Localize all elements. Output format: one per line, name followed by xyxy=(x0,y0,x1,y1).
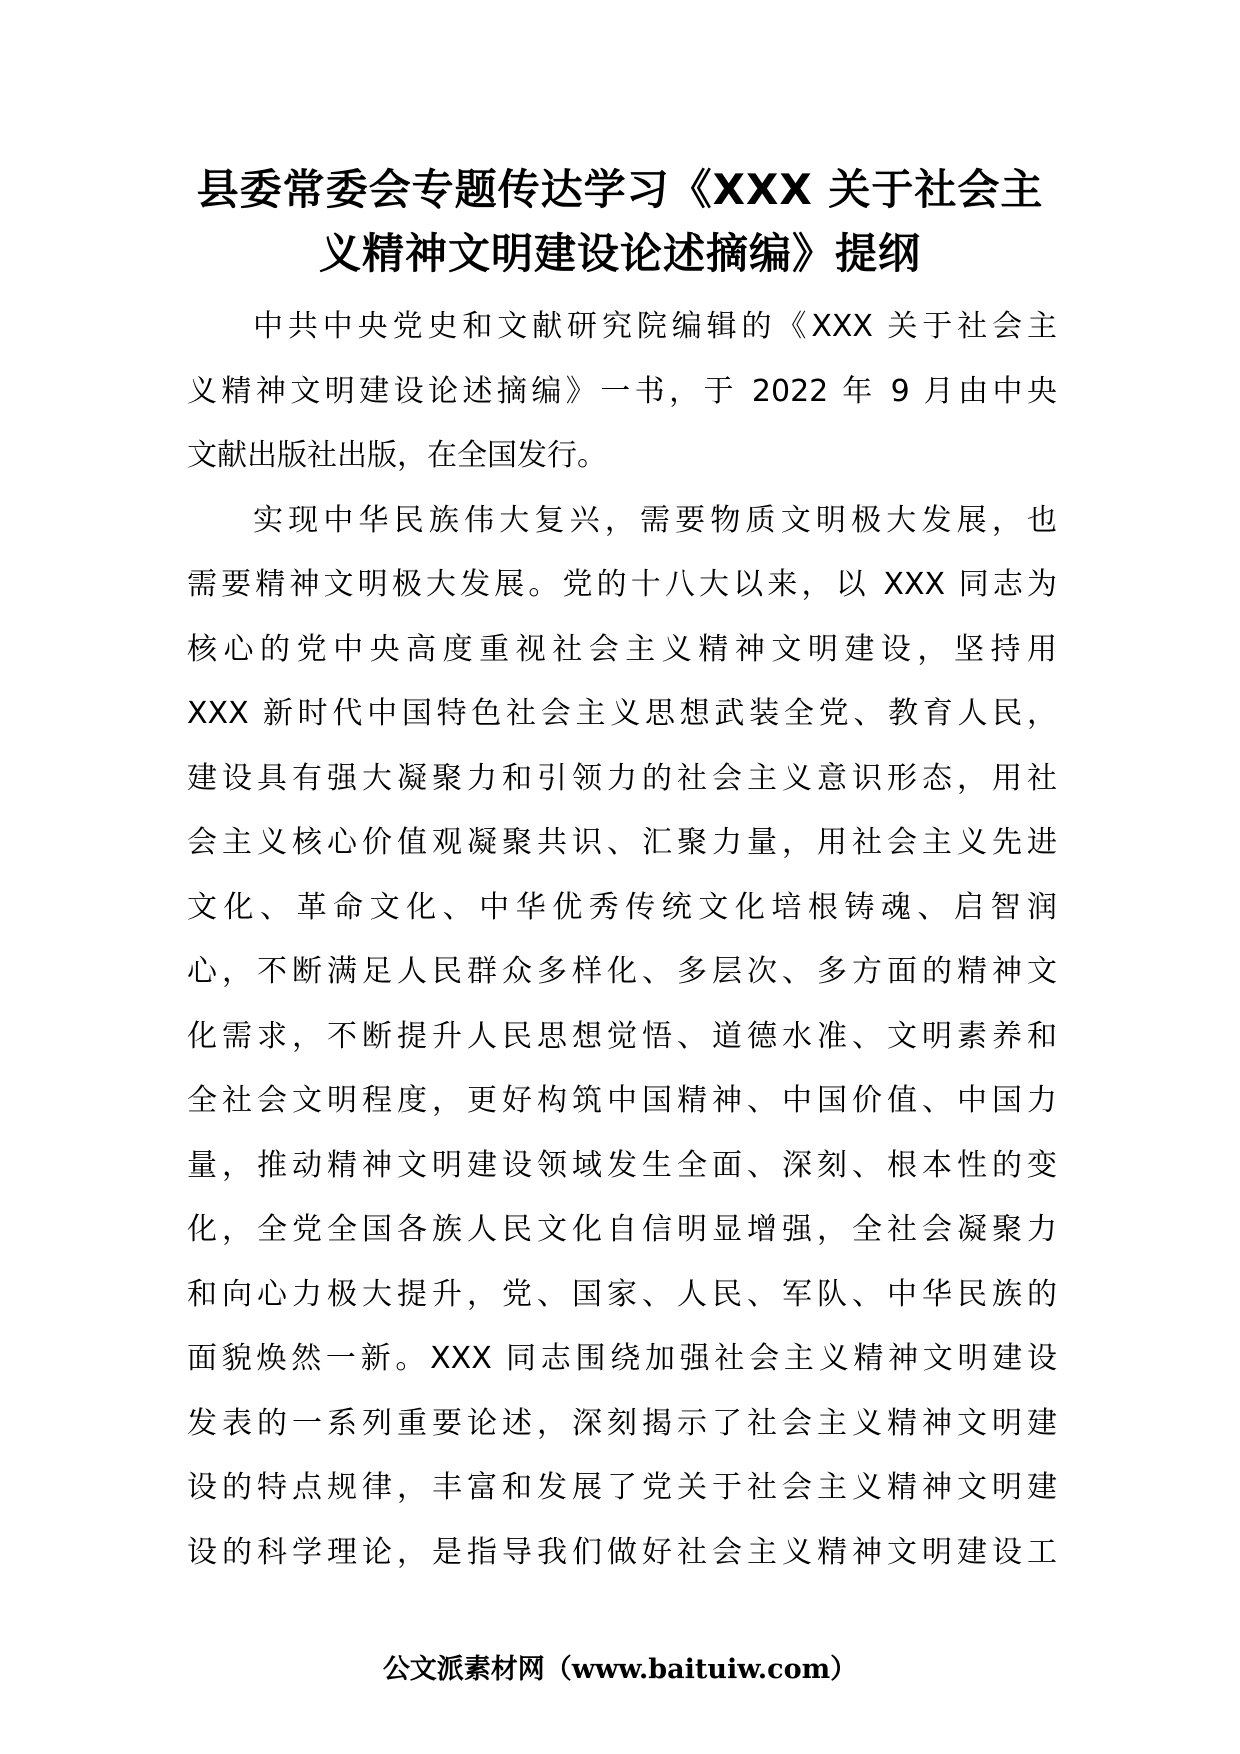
title-line: 义精神文明建设论述摘编》提纲 xyxy=(318,229,921,278)
paragraph-line: 设的特点规律，丰富和发展了党关于社会主义精神文明建 xyxy=(187,1470,1057,1505)
paragraph-line: 化，全党全国各族人民文化自信明显增强，全社会凝聚力 xyxy=(187,1212,1057,1247)
document-body xyxy=(187,295,1057,1585)
paragraph-line: XXX 新时代中国特色社会主义思想武装全党、教育人民， xyxy=(187,696,1057,731)
paragraph-2 xyxy=(187,489,1057,1586)
paragraph-line: 全社会文明程度，更好构筑中国精神、中国价值、中国力 xyxy=(187,1083,1057,1118)
paragraph-line: 和向心力极大提升，党、国家、人民、军队、中华民族的 xyxy=(187,1276,1057,1312)
paragraph-line: 会主义核心价值观凝聚共识、汇聚力量，用社会主义先进 xyxy=(187,825,1057,860)
paragraph-1 xyxy=(187,295,1057,489)
paragraph-line: 文献出版社出版，在全国发行。 xyxy=(187,438,607,473)
paragraph-line: 文化、革命文化、中华优秀传统文化培根铸魂、启智润 xyxy=(187,889,1057,925)
paragraph-line: 发表的一系列重要论述，深刻揭示了社会主义精神文明建 xyxy=(187,1405,1057,1441)
paragraph-line: 建设具有强大凝聚力和引领力的社会主义意识形态，用社 xyxy=(187,760,1057,796)
paragraph-line: 实现中华民族伟大复兴，需要物质文明极大发展，也 xyxy=(253,502,1057,538)
paragraph-line: 义精神文明建设论述摘编》一书，于 2022 年 9 月由中央 xyxy=(187,373,1057,409)
paragraph-line: 需要精神文明极大发展。党的十八大以来，以 XXX 同志为 xyxy=(187,567,1057,602)
paragraph-line: 核心的党中央高度重视社会主义精神文明建设，坚持用 xyxy=(187,631,1057,667)
paragraph-line: 设的科学理论，是指导我们做好社会主义精神文明建设工 xyxy=(187,1534,1057,1570)
paragraph-line: 心，不断满足人民群众多样化、多层次、多方面的精神文 xyxy=(187,954,1057,989)
paragraph-line: 中共中央党史和文献研究院编辑的《XXX 关于社会主 xyxy=(253,309,1057,344)
paragraph-line: 化需求，不断提升人民思想觉悟、道德水准、文明素养和 xyxy=(187,1018,1057,1054)
document-title xyxy=(150,158,1090,286)
footer-watermark: 公文派素材网（www.baituiw.com） xyxy=(382,1654,858,1685)
paragraph-line: 量，推动精神文明建设领域发生全面、深刻、根本性的变 xyxy=(187,1147,1057,1183)
title-line: 县委常委会专题传达学习《XXX 关于社会主 xyxy=(196,165,1044,214)
paragraph-line: 面貌焕然一新。XXX 同志围绕加强社会主义精神文明建设 xyxy=(187,1341,1057,1376)
